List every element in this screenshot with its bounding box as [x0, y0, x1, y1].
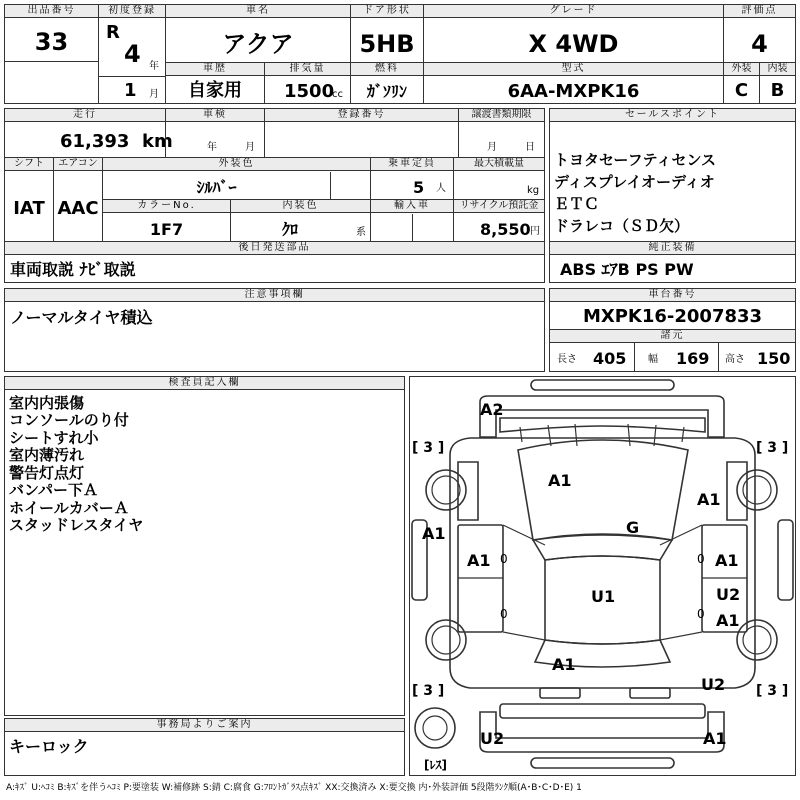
genuine: ABS ｴｱB PS PW [560, 260, 694, 279]
inspector-note: ホイールカバーＡ [9, 499, 129, 517]
roof-mark: U1 [591, 587, 616, 606]
model-code: 6AA-MXPK16 [507, 81, 640, 102]
chassis-label: 車台番号 [550, 289, 795, 302]
history: 自家用 [188, 80, 242, 101]
first-reg-label: 初度登録 [99, 5, 165, 18]
mileage-label: 走行 [5, 109, 165, 122]
sales-points-label: セールスポイント [550, 109, 795, 122]
office-note: キーロック [9, 737, 89, 756]
reg-year: 4 [124, 40, 141, 68]
inspection-year-unit: 年 [207, 142, 217, 153]
ext-color: ｼﾙﾊﾞｰ [196, 178, 237, 197]
rear-fender-r-mark: U2 [701, 675, 726, 694]
recycle-unit: 円 [530, 226, 540, 237]
inspector-note: シートすれ小 [9, 429, 99, 447]
tire-rl-mark: [ 3 ] [412, 683, 445, 699]
int-color-unit: 系 [356, 227, 366, 238]
displacement-unit: cc [332, 89, 343, 100]
inspector-note: コンソールのり付 [9, 411, 129, 429]
tire-fl-mark: [ 3 ] [412, 440, 445, 456]
int-color: ｸﾛ [282, 220, 299, 239]
inspector-note: バンパー下Ａ [9, 481, 98, 499]
later-items: 車両取説 ﾅﾋﾞ取説 [10, 260, 136, 279]
shift-label: シフト [5, 158, 53, 171]
height-label: 高さ [725, 354, 745, 365]
legend: A:ｷｽﾞ U:ﾍｺﾐ B:ｷｽﾞを伴うﾍｺﾐ P:要塗装 W:補修跡 S:錆 C:腐食 G:ﾌﾛﾝﾄｶﾞﾗｽ点ｷｽﾞ XX:交換済み X:要交換 内･外装評価 5段階ﾗﾝｸ順(A･B･C･D･E) 1 [6, 783, 582, 793]
capacity: 5 [413, 178, 425, 197]
recycle-label: リサイクル預託金 [454, 200, 544, 213]
exterior-grade: C [734, 80, 749, 101]
sales-point-item: トヨタセーフティセンス [554, 151, 717, 169]
pillar-rr-mark: 0 [697, 607, 705, 621]
grade-label: グレード [424, 5, 723, 18]
windshield-mark: G [626, 518, 640, 537]
capacity-label: 乗車定員 [371, 158, 453, 171]
sales-point-item: ＥＴＣ [554, 195, 600, 213]
tire-rr-mark: [ 3 ] [756, 683, 789, 699]
capacity-unit: 人 [436, 183, 446, 194]
interior-label: 内装 [760, 63, 795, 76]
rear-door-r-u-mark: U2 [716, 585, 741, 604]
inspector-note: スタッドレスタイヤ [9, 516, 144, 534]
front-door-l-mark: A1 [467, 551, 491, 570]
mileage-unit: km [142, 131, 173, 152]
pillar-fl-mark: 0 [500, 552, 508, 566]
transfer-month-unit: 月 [487, 142, 497, 153]
inspection-label: 車検 [166, 109, 264, 122]
height: 150 [757, 349, 791, 368]
rear-bumper-r-mark: A1 [703, 729, 727, 748]
later-items-label: 後日発送部品 [5, 242, 544, 255]
width-label: 幅 [648, 354, 658, 365]
office-label: 事務局よりご案内 [5, 719, 404, 732]
ext-color-label: 外装色 [103, 158, 370, 171]
notes: ノーマルタイヤ積込 [10, 308, 153, 327]
inspector-note: 室内内張傷 [9, 394, 85, 412]
length-label: 長さ [557, 354, 577, 365]
inspector-note: 室内薄汚れ [9, 446, 85, 464]
length: 405 [593, 349, 627, 368]
color-no-label: カラーNo. [103, 200, 230, 213]
interior-grade: B [770, 80, 785, 101]
lot-no-label: 出品番号 [5, 5, 98, 18]
specs-label: 諸元 [550, 330, 795, 343]
front-fender-l-mark: A1 [422, 524, 446, 543]
front-fender-r-mark: A1 [697, 490, 721, 509]
reg-month: 1 [124, 80, 137, 101]
front-bumper-mark: A2 [480, 400, 504, 419]
aircon: AAC [57, 198, 99, 219]
tire-fr-mark: [ 3 ] [756, 440, 789, 456]
spare-tire-mark: [ﾚｽ] [424, 758, 447, 772]
reg-no-label: 登録番号 [265, 109, 458, 122]
transfer-deadline-label: 譲渡書類期限 [459, 109, 544, 122]
front-door-r-mark: A1 [715, 551, 739, 570]
car-diagram [409, 376, 796, 776]
displacement-label: 排気量 [265, 63, 350, 76]
color-no: 1F7 [149, 220, 184, 239]
inspector-label: 検査員記入欄 [5, 377, 404, 390]
rear-bumper-l-mark: U2 [480, 729, 505, 748]
transfer-day-unit: 日 [525, 142, 535, 153]
sales-point-item: ディスプレイオーディオ [554, 173, 715, 191]
sales-point-item: ドラレコ（ＳＤ欠） [554, 217, 690, 235]
inspector-note: 警告灯点灯 [9, 464, 85, 482]
reg-month-unit: 月 [149, 89, 159, 100]
car-name-label: 車名 [166, 5, 350, 18]
inspection-month-unit: 月 [245, 142, 255, 153]
recycle: 8,550 [480, 220, 531, 239]
int-color-label: 内装色 [231, 200, 370, 213]
chassis: MXPK16-2007833 [582, 306, 763, 327]
lot-no: 33 [34, 28, 69, 56]
shift: IAT [13, 198, 45, 219]
score-label: 評価点 [724, 5, 795, 18]
max-load-label: 最大積載量 [454, 158, 544, 171]
notes-label: 注意事項欄 [5, 289, 544, 302]
model-code-label: 型式 [424, 63, 723, 76]
pillar-rl-mark: 0 [500, 607, 508, 621]
width: 169 [676, 349, 710, 368]
hood-mark: A1 [548, 471, 572, 490]
mileage: 61,393 [60, 131, 130, 152]
door-type: 5HB [359, 30, 415, 58]
max-load-unit: kg [527, 185, 540, 196]
exterior-label: 外装 [724, 63, 759, 76]
fuel-label: 燃料 [351, 63, 423, 76]
reg-year-unit: 年 [149, 61, 159, 72]
door-type-label: ドア形状 [351, 5, 423, 18]
history-label: 車歴 [166, 63, 264, 76]
genuine-label: 純正装備 [550, 242, 795, 255]
rear-door-r-a-mark: A1 [716, 611, 740, 630]
back-door-mark: A1 [552, 655, 576, 674]
score: 4 [751, 30, 768, 58]
aircon-label: エアコン [54, 158, 102, 171]
pillar-fr-mark: 0 [697, 552, 705, 566]
car-name: アクア [222, 30, 294, 58]
era: R [106, 22, 120, 43]
fuel: ｶﾞｿﾘﾝ [366, 82, 407, 101]
grade: X 4WD [528, 30, 619, 58]
import-label: 輸入車 [371, 200, 453, 213]
displacement: 1500 [284, 81, 335, 102]
